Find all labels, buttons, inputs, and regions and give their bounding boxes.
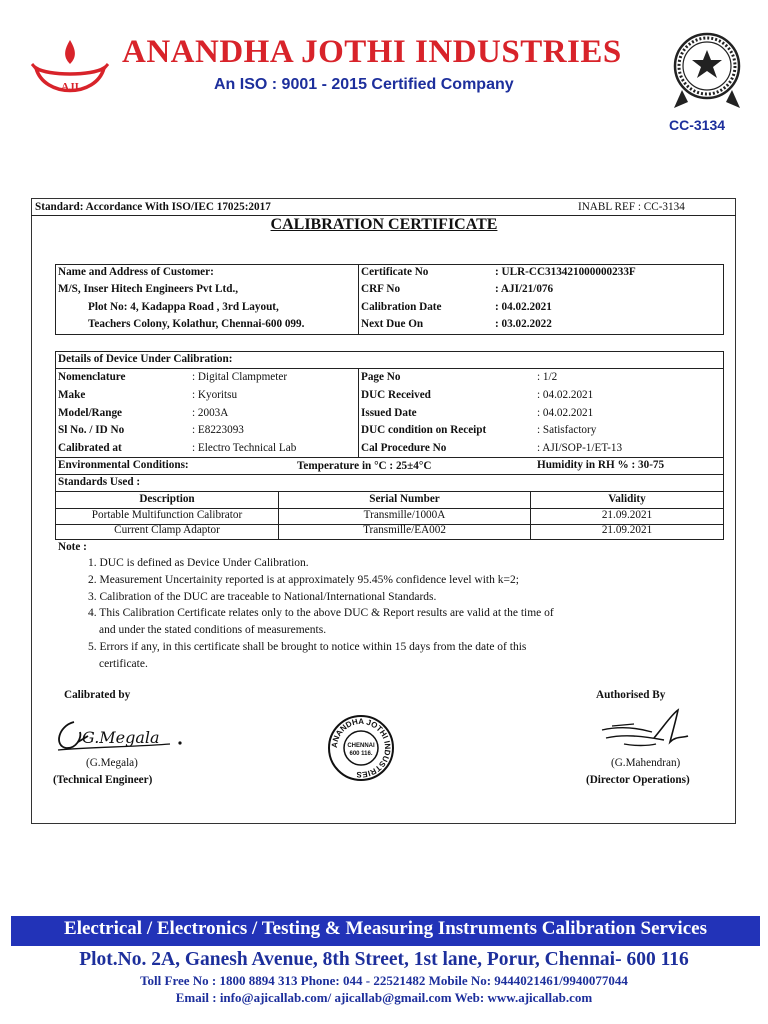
note-heading: Note : (58, 541, 87, 553)
note-item-4: 4. This Calibration Certificate relates only to the above DUC & Report results are valid at the time of (88, 607, 554, 620)
nomenclature-label: Nomenclature (58, 371, 126, 383)
note-item-2: 2. Measurement Uncertainity reported is at approximately 95.45% confidence level with k=2; (88, 573, 519, 586)
seal-ring-text: ANANDHA JOTHI INDUSTRIES (329, 716, 393, 780)
note-item-5-cont: certificate. (99, 657, 148, 670)
accreditation-seal (668, 28, 746, 114)
services-text: Electrical / Electronics / Testing & Measuring Instruments Calibration Services (64, 918, 707, 939)
standards-heading: Standards Used : (58, 476, 141, 488)
technical-engineer-signature (52, 712, 192, 757)
authorised-by-label: Authorised By (596, 689, 666, 701)
nomenclature-value: : Digital Clampmeter (192, 371, 288, 383)
note-item-3: 3. Calibration of the DUC are traceable to National/International Standards. (88, 590, 437, 603)
page-no-label: Page No (361, 371, 401, 383)
calibrated-at-label: Calibrated at (58, 442, 122, 454)
standard-row-1-serial: Transmille/1000A (363, 509, 446, 521)
customer-line-3: Teachers Colony, Kolathur, Chennai-600 099. (88, 318, 305, 330)
device-heading: Details of Device Under Calibration: (58, 353, 233, 365)
standard-row-1-validity: 21.09.2021 (601, 509, 653, 521)
technical-engineer-name: (G.Megala) (86, 757, 138, 769)
logo-text: AJI (61, 81, 79, 93)
customer-heading: Name and Address of Customer: (58, 266, 214, 278)
column-validity: Validity (608, 493, 646, 505)
customer-line-1: M/S, Inser Hitech Engineers Pvt Ltd., (58, 283, 239, 295)
next-due-label: Next Due On (361, 318, 424, 330)
standard-text: Standard: Accordance With ISO/IEC 17025:2017 (35, 201, 271, 213)
standard-row-1-description: Portable Multifunction Calibrator (91, 509, 243, 521)
company-tagline: An ISO : 9001 - 2015 Certified Company (214, 76, 514, 93)
column-serial: Serial Number (369, 493, 440, 505)
calibrated-by-label: Calibrated by (64, 689, 131, 701)
company-email: Email : info@ajicallab.com/ ajicallab@gmail.com Web: www.ajicallab.com (175, 990, 593, 1005)
serial-label: Sl No. / ID No (58, 424, 125, 436)
accreditation-code: CC-3134 (669, 117, 726, 133)
note-list (88, 555, 708, 673)
inabl-ref: INABL REF : CC-3134 (578, 201, 685, 213)
cal-procedure-label: Cal Procedure No (361, 442, 447, 454)
note-item-4-cont: and under the stated conditions of measurements. (99, 624, 327, 637)
calibrated-at-value: : Electro Technical Lab (192, 442, 297, 454)
issued-date-label: Issued Date (361, 407, 417, 419)
page-no-value: : 1/2 (537, 371, 558, 383)
note-item-1: 1. DUC is defined as Device Under Calibration. (88, 557, 309, 569)
standard-row-2-validity: 21.09.2021 (601, 524, 653, 536)
calibration-date-value: : 04.02.2021 (495, 301, 552, 313)
standard-row-2-serial: Transmille/EA002 (363, 524, 446, 536)
column-description: Description (139, 493, 195, 505)
note-item-5: 5. Errors if any, in this certificate shall be brought to notice within 15 days from the date of this (88, 640, 527, 653)
director-signature (594, 706, 694, 756)
calibration-date-label: Calibration Date (361, 301, 442, 313)
company-address: Plot.No. 2A, Ganesh Avenue, 8th Street, 1st lane, Porur, Chennai- 600 116 (79, 949, 689, 970)
director-name: (G.Mahendran) (611, 757, 681, 769)
temperature-text: Temperature in °C : 25±4°C (297, 460, 432, 472)
model-label: Model/Range (58, 407, 123, 419)
serial-value: : E8223093 (192, 424, 244, 436)
seal-center-line-2: 600 116. (349, 751, 373, 757)
humidity-text: Humidity in RH % : 30-75 (537, 459, 665, 471)
company-seal (327, 714, 395, 782)
seal-center-line-1: CHENNAI (347, 743, 375, 749)
signature-text: G.Megala (82, 728, 160, 747)
company-phones: Toll Free No : 1800 8894 313 Phone: 044 - 22521482 Mobile No: 9444021461/9940077044 (140, 973, 628, 988)
company-name: ANANDHA JOTHI INDUSTRIES (122, 34, 622, 70)
duc-condition-value: : Satisfactory (537, 424, 597, 436)
certificate-no-label: Certificate No (361, 266, 429, 278)
environment-label: Environmental Conditions: (58, 459, 189, 471)
technical-engineer-role: (Technical Engineer) (53, 774, 153, 786)
next-due-value: : 03.02.2022 (495, 318, 552, 330)
crf-no-value: : AJI/21/076 (495, 283, 554, 295)
duc-received-value: : 04.02.2021 (537, 389, 594, 401)
issued-date-value: : 04.02.2021 (537, 407, 594, 419)
duc-condition-label: DUC condition on Receipt (361, 424, 487, 436)
make-label: Make (58, 389, 86, 401)
cal-procedure-value: : AJI/SOP-1/ET-13 (537, 442, 623, 454)
certificate-no-value: : ULR-CC313421000000233F (495, 266, 636, 278)
customer-line-2: Plot No: 4, Kadappa Road , 3rd Layout, (88, 301, 279, 313)
make-value: : Kyoritsu (192, 389, 238, 401)
certificate-title: CALIBRATION CERTIFICATE (270, 216, 498, 233)
director-role: (Director Operations) (586, 774, 690, 786)
duc-received-label: DUC Received (361, 389, 431, 401)
model-value: : 2003A (192, 407, 229, 419)
company-logo (30, 38, 110, 106)
standard-row-2-description: Current Clamp Adaptor (114, 524, 220, 536)
crf-no-label: CRF No (361, 283, 401, 295)
